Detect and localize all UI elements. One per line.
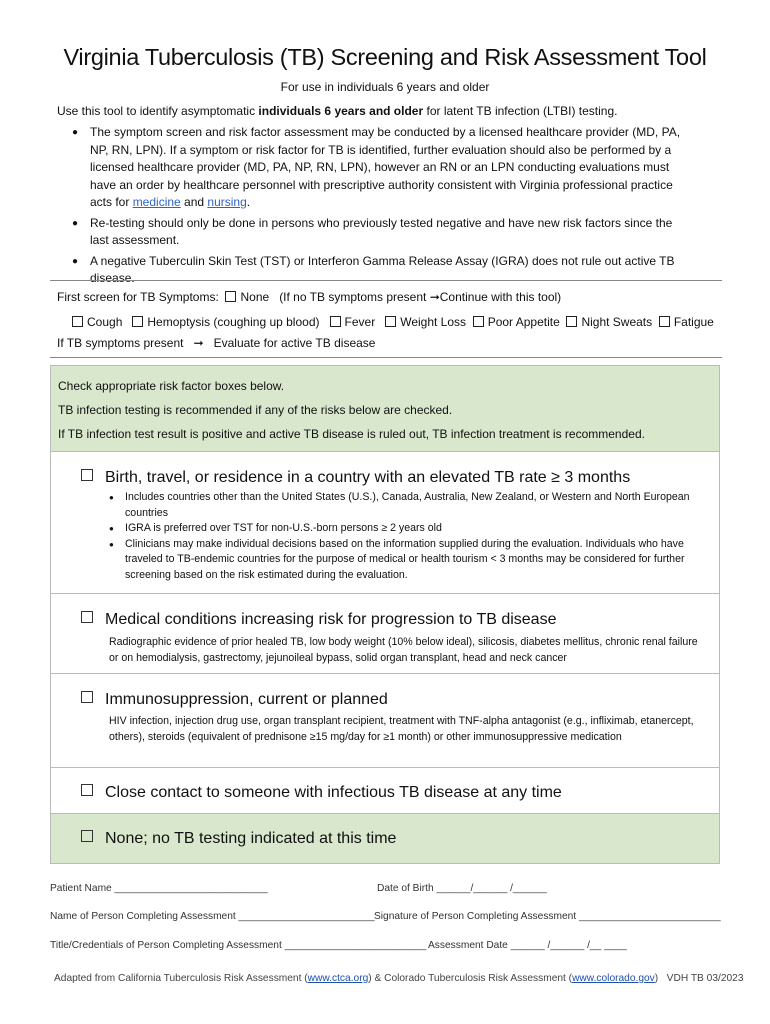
instructions-list [72, 124, 692, 291]
symptom-screen-line: First screen for TB Symptoms: None (If no TB symptoms present ➞Continue with this tool) [57, 290, 562, 304]
hemoptysis-checkbox[interactable] [132, 316, 143, 327]
title-credentials-field[interactable]: Title/Credentials of Person Completing Assessment _________________________ [50, 940, 427, 951]
intro-text: Use this tool to identify asymptomatic individuals 6 years and older for latent TB infection (LTBI) testing. [57, 104, 618, 118]
risk-details: HIV infection, injection drug use, organ transplant recipient, treatment with TNF-alpha antagonist (e.g., infliximab, etanercept, others), steroids (equivalent of prednisone ≥15 mg/day for ≥1 month) or other immunosuppressive medication [109, 715, 694, 743]
immuno-checkbox[interactable] [81, 691, 93, 703]
risk-title: Immunosuppression, current or planned [81, 691, 388, 709]
risk-close-contact [50, 768, 720, 814]
divider [50, 357, 722, 358]
instruction-item: ● The symptom screen and risk factor assessment may be conducted by a licensed healthcare provider (MD, PA, NP, RN, LPN). If a symptom or risk factor for TB is identified, further evaluation should also be performed by a licensed healthcare provider (MD, PA, NP, RN, LPN), however an RN or an LPN conducting evaluations must have an order by healthcare personnel with prescriptive authority consistent with Virginia professional practice acts for medicine and nursing. [72, 124, 692, 212]
none-risk-checkbox[interactable] [81, 830, 93, 842]
contact-checkbox[interactable] [81, 784, 93, 796]
risk-details: Radiographic evidence of prior healed TB, low body weight (10% below ideal), silicosis, diabetes mellitus, chronic renal failure or on hemodialysis, gastrectomy, jejunoileal bypass, solid organ transplant, head and neck cancer [109, 636, 698, 664]
nursing-link[interactable]: nursing [207, 195, 247, 209]
arrow-icon: ➞ [193, 336, 204, 350]
divider [50, 280, 722, 281]
arrow-icon: ➞ [429, 290, 440, 304]
date-of-birth-field[interactable]: Date of Birth ______/______ /______ [377, 883, 547, 894]
cough-checkbox[interactable] [72, 316, 83, 327]
fatigue-checkbox[interactable] [659, 316, 670, 327]
birth-travel-checkbox[interactable] [81, 469, 93, 481]
risk-immunosuppression [50, 674, 720, 768]
none-checkbox[interactable] [225, 291, 236, 302]
ctca-link[interactable]: www.ctca.org [307, 973, 369, 984]
instruction-item: ● A negative Tuberculin Skin Test (TST) or Interferon Gamma Release Assay (IGRA) does not rule out active TB disease. [72, 253, 692, 288]
medical-checkbox[interactable] [81, 611, 93, 623]
patient-name-field[interactable]: Patient Name ___________________________ [50, 883, 268, 894]
risk-details: ● Includes countries other than the United States (U.S.), Canada, Australia, New Zealand, or Western and North European countries ● IGRA is preferred over TST for non-U.S.-born persons ≥ 2 years old ● Clinicians may make individual decisions based on the information supplied during the evaluation. Individuals who have traveled to TB-endemic countries for the purpose of medical or health tourism < 3 months may be considered for further screening based on the risk estimated during the evaluation. [109, 490, 699, 583]
assessment-date-field[interactable]: Assessment Date ______ /______ /__ ____ [428, 940, 627, 951]
completer-name-field[interactable]: Name of Person Completing Assessment ________________________ [50, 911, 375, 922]
signature-field[interactable]: Signature of Person Completing Assessment _________________________ [374, 911, 721, 922]
risk-none [50, 814, 720, 864]
risk-instructions: Check appropriate risk factor boxes below. TB infection testing is recommended if any of the risks below are checked. If TB infection test result is positive and active TB disease is ruled out, TB infection treatment is recommended. [50, 365, 720, 452]
night-sweats-checkbox[interactable] [566, 316, 577, 327]
fever-checkbox[interactable] [330, 316, 341, 327]
risk-birth-travel [50, 452, 720, 594]
weight-loss-checkbox[interactable] [385, 316, 396, 327]
risk-title: Birth, travel, or residence in a country with an elevated TB rate ≥ 3 months [81, 469, 630, 487]
instruction-item: ● Re-testing should only be done in persons who previously tested negative and have new risk factors since the last assessment. [72, 215, 692, 250]
risk-title: Close contact to someone with infectious TB disease at any time [81, 784, 562, 802]
symptom-checklist: Cough Hemoptysis (coughing up blood) Fever Weight Loss Poor Appetite Night Sweats Fatigue [72, 315, 714, 329]
risk-title: Medical conditions increasing risk for progression to TB disease [81, 611, 556, 629]
medicine-link[interactable]: medicine [132, 195, 181, 209]
symptoms-present-line: If TB symptoms present ➞ Evaluate for active TB disease [57, 336, 376, 350]
source-note: Adapted from California Tuberculosis Risk Assessment (www.ctca.org) & Colorado Tuberculosis Risk Assessment (www.colorado.gov) VDH TB 03/2023 [54, 973, 744, 984]
colorado-link[interactable]: www.colorado.gov [572, 973, 655, 984]
risk-title: None; no TB testing indicated at this time [81, 830, 396, 848]
page-title: Virginia Tuberculosis (TB) Screening and Risk Assessment Tool [63, 44, 707, 70]
poor-appetite-checkbox[interactable] [473, 316, 484, 327]
risk-medical-conditions [50, 594, 720, 674]
page-subtitle: For use in individuals 6 years and older [280, 80, 490, 94]
form-code: VDH TB 03/2023 [666, 973, 744, 984]
